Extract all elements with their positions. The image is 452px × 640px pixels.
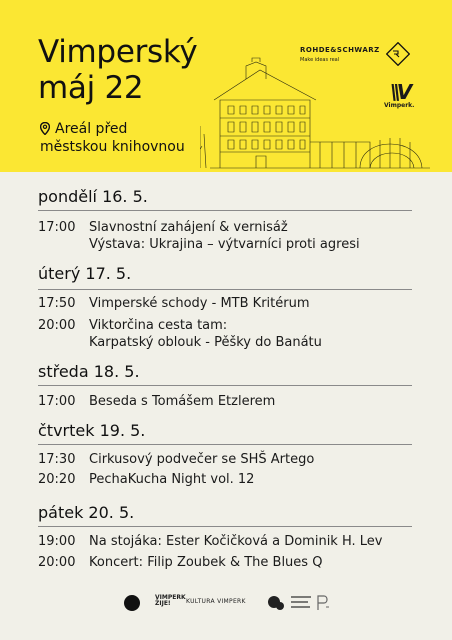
poster-header bbox=[0, 0, 452, 172]
venue bbox=[40, 120, 185, 156]
vimperk-logo bbox=[384, 80, 414, 109]
event-time: 20:00 bbox=[38, 318, 76, 333]
vimperk-zije-logo: VIMPERK ŽIJE! bbox=[155, 594, 186, 607]
event-title: PechaKucha Night vol. 12 bbox=[89, 472, 255, 487]
rohde-schwarz-emblem-icon bbox=[386, 42, 410, 66]
event-prefix: Výstava: bbox=[89, 237, 146, 252]
event-row bbox=[38, 294, 310, 314]
vimperk-mark-icon: \\V bbox=[390, 80, 409, 104]
day-heading: pondělí 16. 5. bbox=[38, 187, 148, 206]
event-time: 17:30 bbox=[38, 452, 76, 467]
map-pin-icon bbox=[40, 122, 50, 135]
event-title: Na stojáka: Ester Kočičková a Dominik H. Lev bbox=[89, 534, 383, 549]
kultura-vimperk-logo: KULTURA VIMPERK bbox=[186, 598, 246, 605]
event-title: Slavnostní zahájení & vernisáž bbox=[89, 220, 288, 235]
day-divider bbox=[38, 385, 412, 386]
event-time: 17:50 bbox=[38, 296, 76, 311]
event-row bbox=[38, 532, 382, 552]
event-row bbox=[38, 450, 314, 470]
title-line-1: Vimperský bbox=[38, 34, 198, 70]
event-time: 17:00 bbox=[38, 394, 76, 409]
day-divider bbox=[38, 444, 412, 445]
partner-p-logo-icon bbox=[316, 595, 330, 611]
partner-text-logo-icon bbox=[290, 594, 312, 612]
day-heading: úterý 17. 5. bbox=[38, 264, 132, 283]
day-heading: pátek 20. 5. bbox=[38, 503, 135, 522]
partner-circle-logo-icon bbox=[124, 595, 140, 611]
vimperk-logo-text: Vimperk. bbox=[384, 102, 415, 109]
venue-line-1: Areál před bbox=[55, 121, 128, 137]
event-title: Viktorčina cesta tam: bbox=[89, 318, 228, 333]
title-line-2: máj 22 bbox=[38, 70, 144, 106]
day-divider bbox=[38, 210, 412, 211]
sponsor-name: ROHDE&SCHWARZ bbox=[300, 46, 380, 54]
day-divider bbox=[38, 289, 412, 290]
event-time: 20:20 bbox=[38, 472, 76, 487]
festival-title bbox=[38, 34, 197, 106]
day-divider bbox=[38, 526, 412, 527]
rohde-schwarz-logo bbox=[300, 46, 380, 63]
event-time: 17:00 bbox=[38, 220, 76, 235]
venue-line-2: městskou knihovnou bbox=[40, 139, 185, 155]
partner-mascot-logo-icon bbox=[266, 594, 286, 612]
day-heading: středa 18. 5. bbox=[38, 362, 140, 381]
event-title: Vimperské schody - MTB Kritérum bbox=[89, 296, 310, 311]
event-prefix: Koncert: bbox=[89, 555, 144, 570]
event-title: Karpatský oblouk - Pěšky do Banátu bbox=[89, 335, 322, 350]
partner-logos bbox=[0, 590, 452, 620]
sponsor-tagline: Make ideas real bbox=[300, 57, 340, 63]
event-row bbox=[89, 333, 322, 353]
event-row bbox=[38, 392, 275, 412]
event-time: 19:00 bbox=[38, 534, 76, 549]
library-building-illustration bbox=[200, 56, 440, 172]
event-row bbox=[89, 235, 360, 255]
day-heading: čtvrtek 19. 5. bbox=[38, 421, 146, 440]
event-title: Filip Zoubek & The Blues Q bbox=[147, 555, 323, 570]
event-time: 20:00 bbox=[38, 555, 76, 570]
event-title: Cirkusový podvečer se SHŠ Artego bbox=[89, 452, 315, 467]
event-title: Ukrajina – výtvarníci proti agresi bbox=[149, 237, 360, 252]
event-row bbox=[38, 553, 322, 573]
event-row bbox=[38, 470, 254, 490]
event-title: Beseda s Tomášem Etzlerem bbox=[89, 394, 276, 409]
